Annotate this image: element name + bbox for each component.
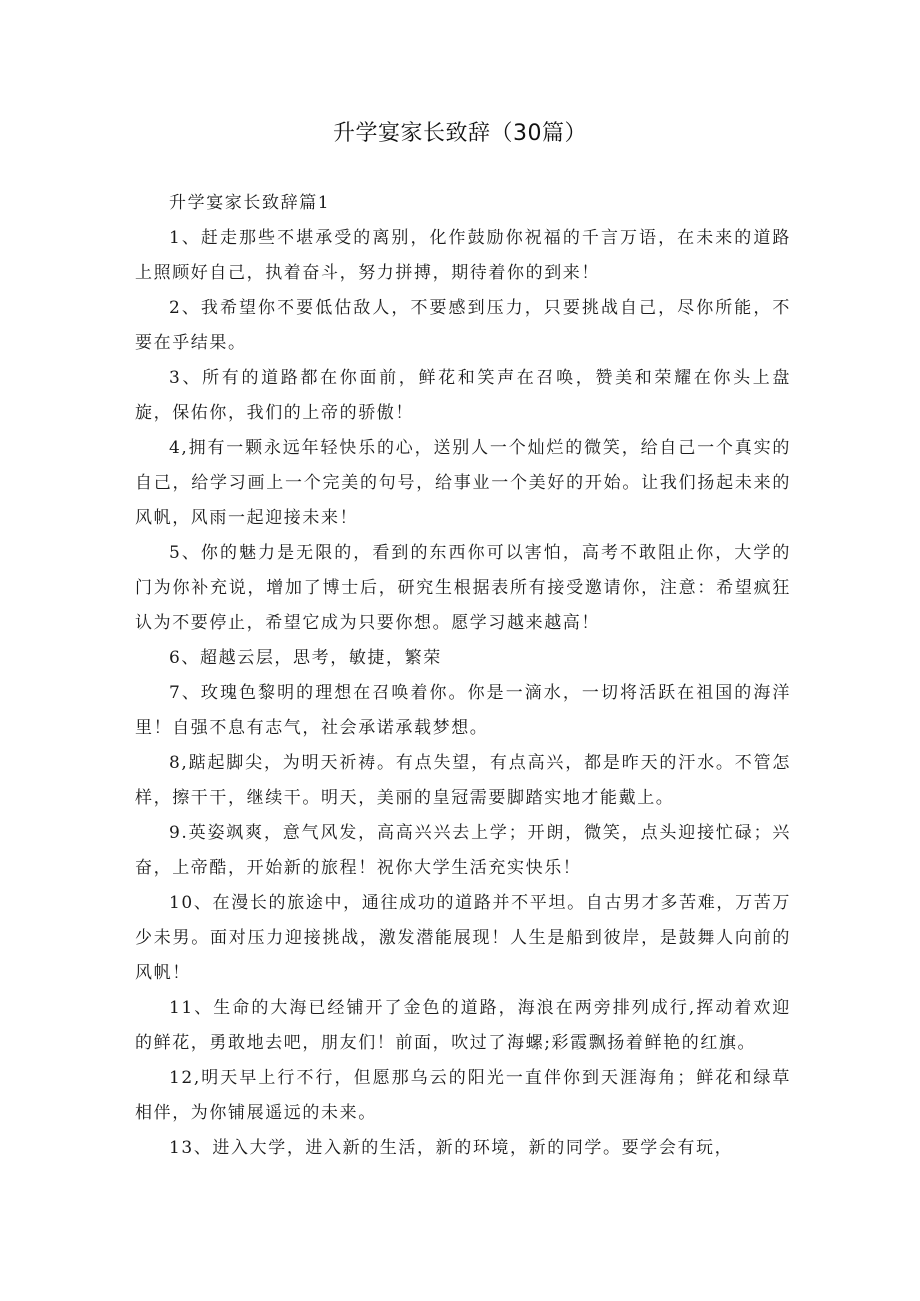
paragraph-11: 11、生命的大海已经铺开了金色的道路，海浪在两旁排列成行,挥动着欢迎的鲜花，勇敢地去吧，朋友们！前面，吹过了海螺;彩霞飘扬着鲜艳的红旗。 — [135, 998, 791, 1053]
document-body — [135, 186, 791, 1166]
paragraph-9: 9.英姿飒爽，意气风发，高高兴兴去上学；开朗，微笑，点头迎接忙碌；兴奋，上帝酷，开始新的旅程！祝你大学生活充实快乐！ — [135, 823, 791, 878]
paragraph-12: 12,明天早上行不行，但愿那乌云的阳光一直伴你到天涯海角；鲜花和绿草相伴，为你铺展遥远的未来。 — [135, 1068, 791, 1123]
paragraph-13: 13、进入大学，进入新的生活，新的环境，新的同学。要学会有玩， — [169, 1138, 734, 1158]
paragraph-10: 10、在漫长的旅途中，通往成功的道路并不平坦。自古男才多苦难，万苦万少未男。面对压力迎接挑战，激发潜能展现！人生是船到彼岸，是鼓舞人向前的风帆！ — [135, 893, 791, 983]
paragraph-3: 3、所有的道路都在你面前，鲜花和笑声在召唤，赞美和荣耀在你头上盘旋，保佑你，我们的上帝的骄傲！ — [135, 368, 791, 423]
paragraph-5: 5、你的魅力是无限的，看到的东西你可以害怕，高考不敢阻止你，大学的门为你补充说，增加了博士后，研究生根据表所有接受邀请你，注意：希望疯狂认为不要停止，希望它成为只要你想。愿学习越来越高！ — [135, 543, 791, 633]
document-title: 升学宴家长致辞（30篇） — [333, 121, 587, 146]
paragraph-1: 1、赶走那些不堪承受的离别，化作鼓励你祝福的千言万语，在未来的道路上照顾好自己，执着奋斗，努力拼搏，期待着你的到来！ — [135, 228, 791, 283]
section-heading: 升学宴家长致辞篇1 — [169, 193, 331, 213]
paragraph-8: 8,踮起脚尖，为明天祈祷。有点失望，有点高兴，都是昨天的汗水。不管怎样，擦干干，继续干。明天，美丽的皇冠需要脚踏实地才能戴上。 — [135, 753, 791, 808]
paragraph-6: 6、超越云层，思考，敏捷，繁荣 — [169, 648, 442, 668]
paragraph-2: 2、我希望你不要低估敌人，不要感到压力，只要挑战自己，尽你所能，不要在乎结果。 — [135, 298, 791, 353]
paragraph-7: 7、玫瑰色黎明的理想在召唤着你。你是一滴水，一切将活跃在祖国的海洋里！自强不息有志气，社会承诺承载梦想。 — [135, 683, 791, 738]
paragraph-4: 4,拥有一颗永远年轻快乐的心，送别人一个灿烂的微笑，给自己一个真实的自己，给学习画上一个完美的句号，给事业一个美好的开始。让我们扬起未来的风帆，风雨一起迎接未来！ — [135, 438, 791, 528]
